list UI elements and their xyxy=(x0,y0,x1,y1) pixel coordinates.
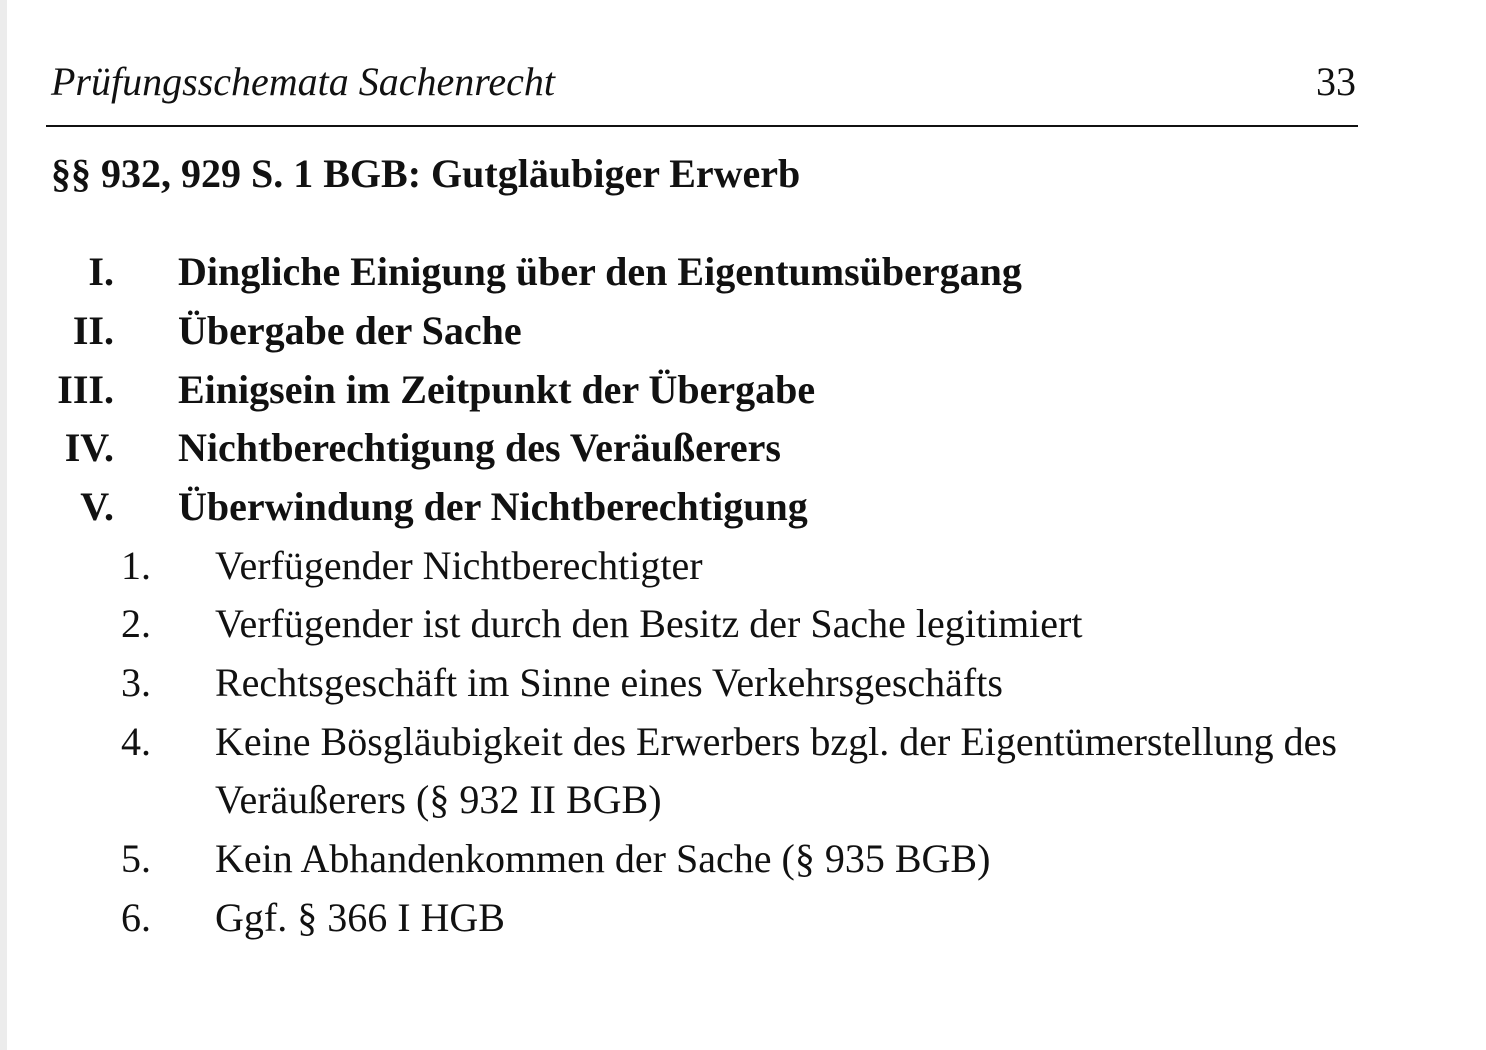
outline-item-text: Dingliche Einigung über den Eigentumsübergang xyxy=(178,249,1022,294)
section-heading: §§ 932, 929 S. 1 BGB: Gutgläubiger Erwerb xyxy=(51,151,801,196)
outline-item-text: Einigsein im Zeitpunkt der Übergabe xyxy=(178,367,816,412)
page-number: 33 xyxy=(1316,59,1356,104)
outline-item-numeral: V. xyxy=(80,484,114,529)
outline-subitem-text: Rechtsgeschäft im Sinne eines Verkehrsgeschäfts xyxy=(215,660,1003,705)
outline-subitem-text: Veräußerers (§ 932 II BGB) xyxy=(215,777,662,822)
outline-item-numeral: II. xyxy=(72,308,114,353)
document-page xyxy=(7,0,1486,1050)
outline-subitem-number: 1. xyxy=(121,543,151,588)
outline-item-numeral: I. xyxy=(88,249,114,294)
outline-subitem-text: Kein Abhandenkommen der Sache (§ 935 BGB) xyxy=(215,836,991,881)
outline-item-numeral: IV. xyxy=(64,425,114,470)
outline-subitem-text: Keine Bösgläubigkeit des Erwerbers bzgl. der Eigentümerstellung des xyxy=(215,719,1337,764)
outline-subitem-number: 2. xyxy=(121,601,151,646)
outline-subitem-text: Ggf. § 366 I HGB xyxy=(215,895,505,940)
outline-subitem-text: Verfügender Nichtberechtigter xyxy=(215,543,703,588)
running-title: Prüfungsschemata Sachenrecht xyxy=(51,59,555,104)
outline-subitem-text: Verfügender ist durch den Besitz der Sache legitimiert xyxy=(215,601,1083,646)
outline-item-text: Nichtberechtigung des Veräußerers xyxy=(178,425,781,470)
outline-subitem-number: 3. xyxy=(121,660,151,705)
outline-subitem-number: 4. xyxy=(121,719,151,764)
outline-item-text: Übergabe der Sache xyxy=(178,308,522,353)
outline-item-text: Überwindung der Nichtberechtigung xyxy=(178,484,808,529)
outline-item-numeral: III. xyxy=(57,367,114,412)
outline-subitem-number: 6. xyxy=(121,895,151,940)
outline-subitem-number: 5. xyxy=(121,836,151,881)
outline xyxy=(7,0,1486,1050)
